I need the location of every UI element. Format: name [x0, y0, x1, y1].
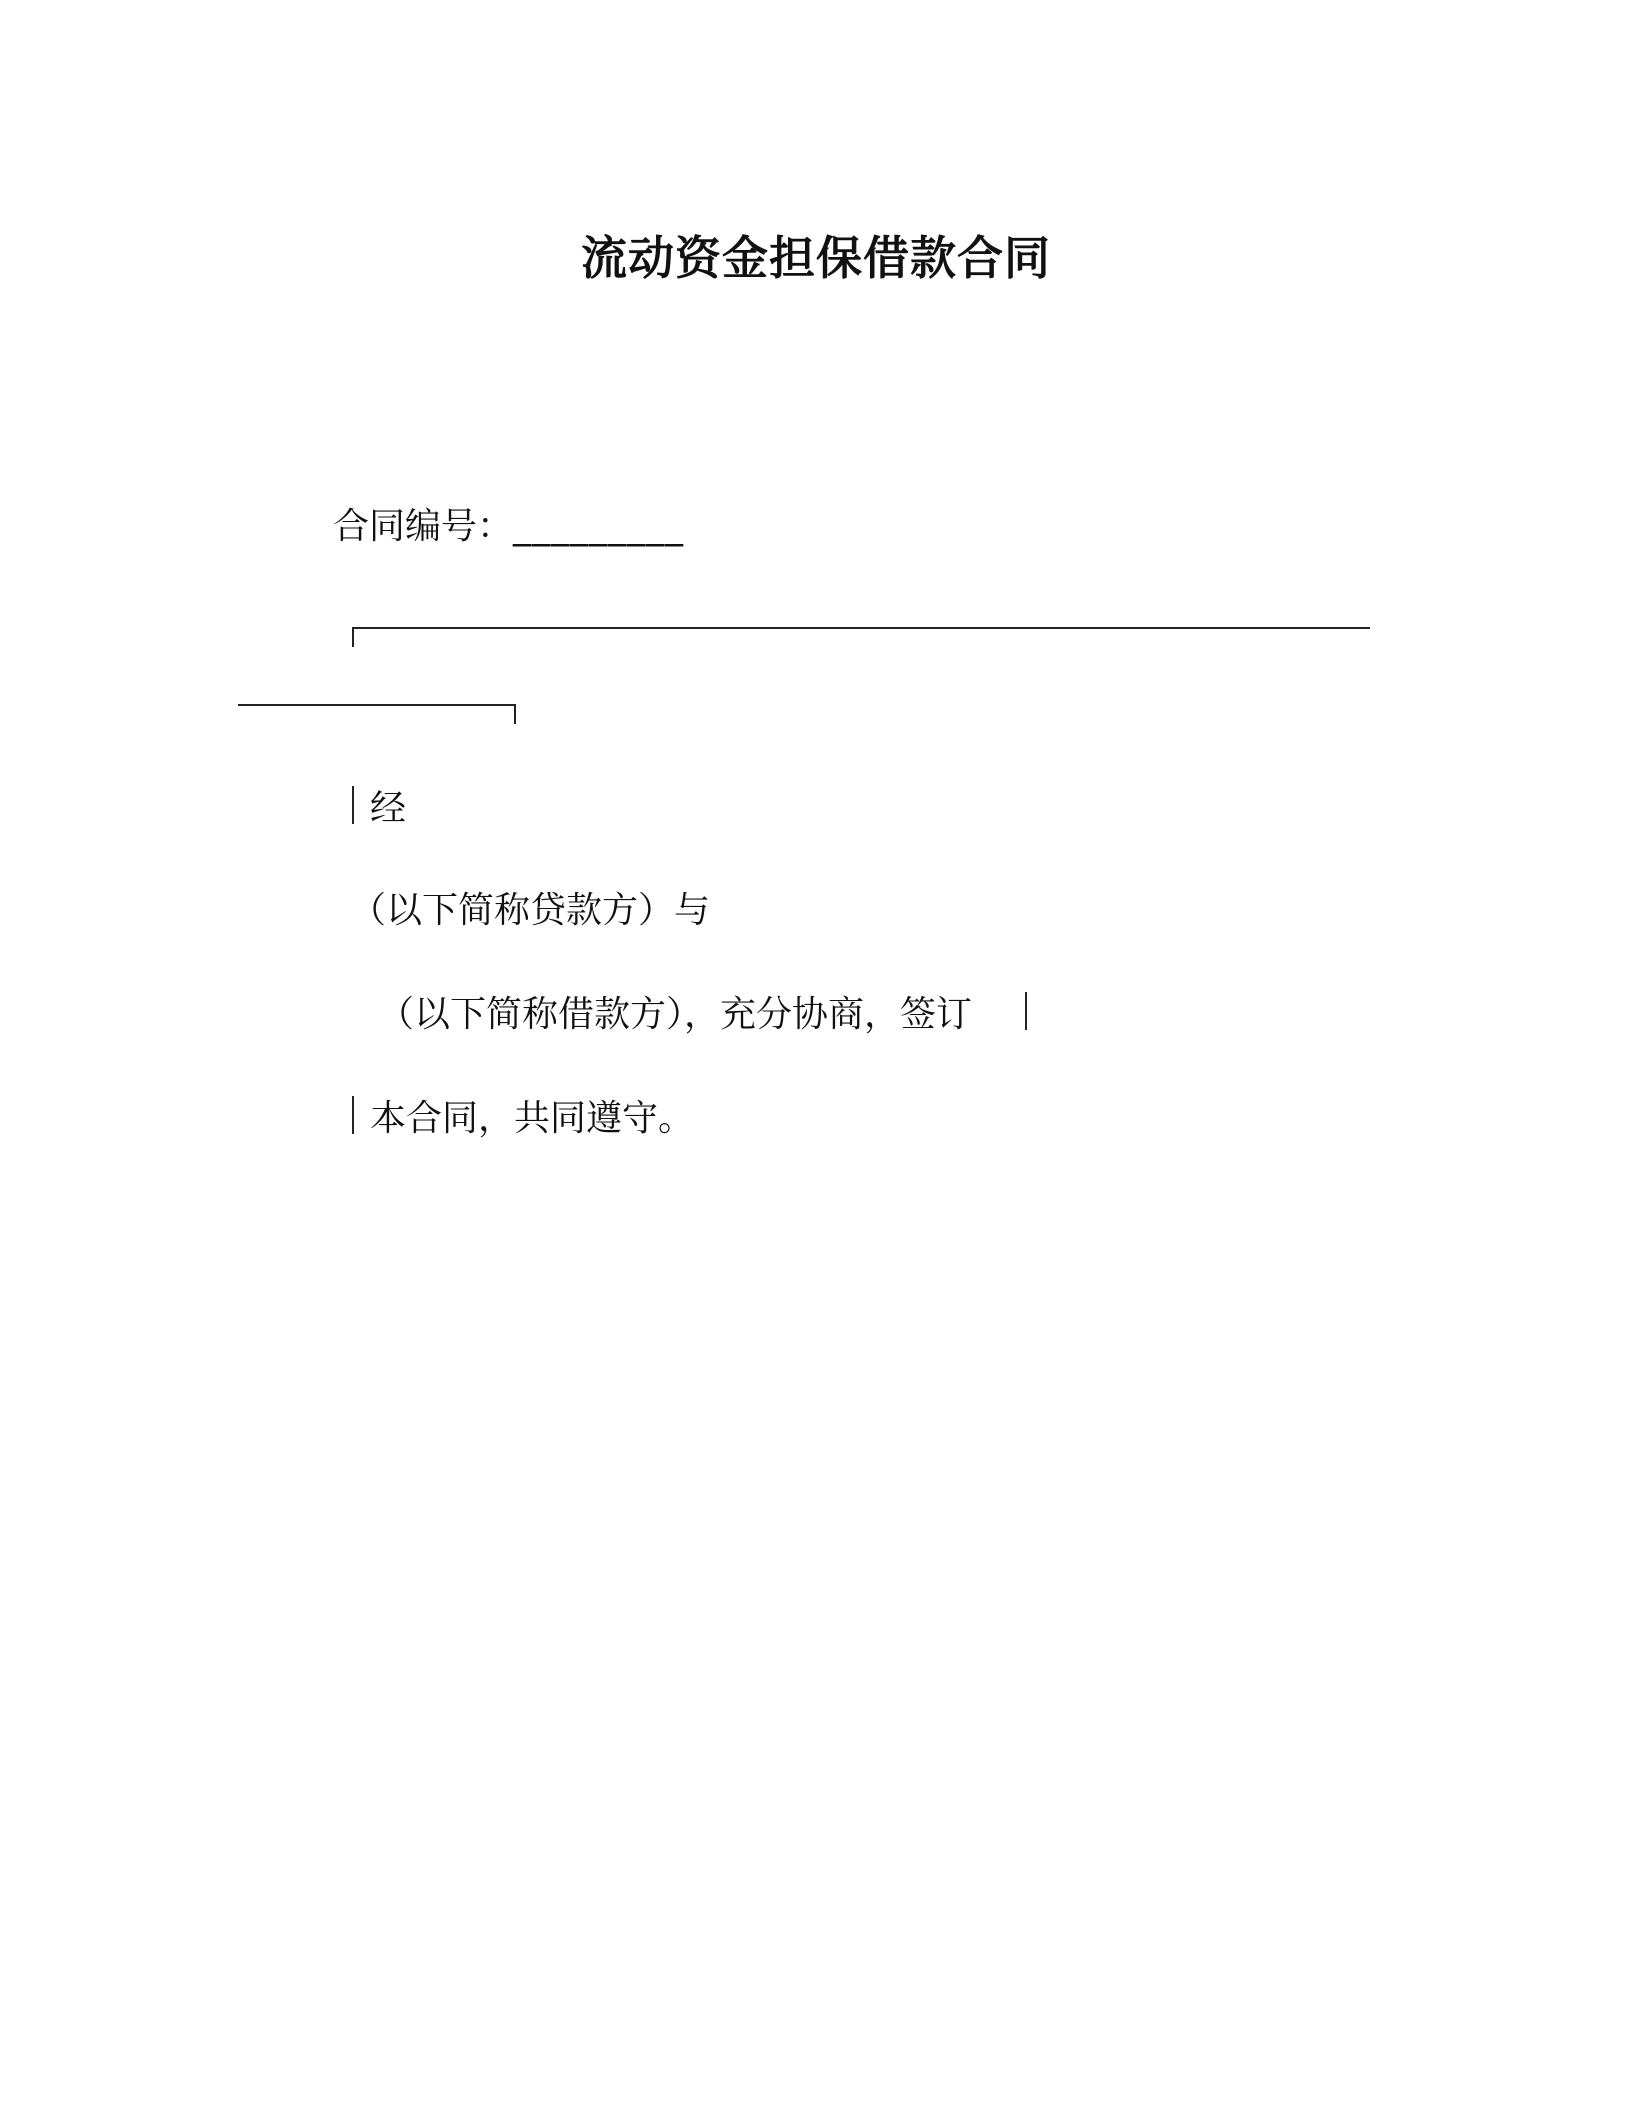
table-border-corner-left [352, 627, 354, 647]
table-border-right [1025, 992, 1027, 1030]
table-border-top [352, 627, 1370, 629]
table-border-left-2 [352, 1096, 354, 1134]
body-line-4: 本合同，共同遵守。 [370, 1098, 695, 1139]
body-line-2: （以下简称贷款方）与 [350, 890, 711, 931]
body-line-1: 经 [370, 788, 407, 829]
table-border-corner-right [514, 704, 516, 724]
contract-number-line [333, 498, 684, 549]
contract-number-blank: _________ [513, 506, 685, 547]
document-title: 流动资金担保借款合同 [581, 231, 1051, 285]
table-border-mid [238, 704, 516, 706]
body-line-3: （以下简称借款方），充分协商，签订 [378, 994, 973, 1035]
contract-number-label: 合同编号： [333, 506, 514, 547]
table-border-left-1 [352, 786, 354, 824]
